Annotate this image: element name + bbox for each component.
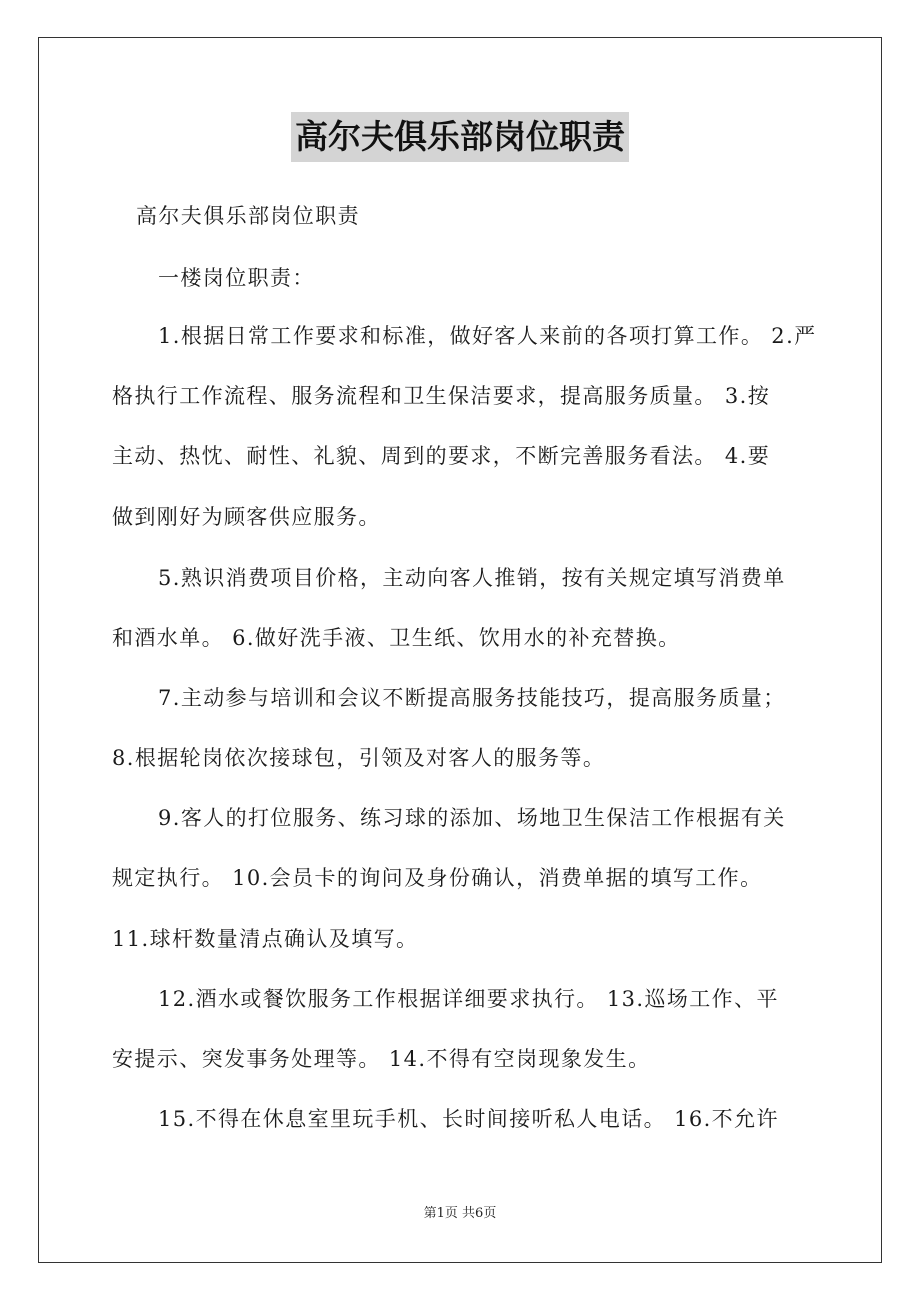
paragraph-line: 1.根据日常工作要求和标准，做好客人来前的各项打算工作。 2.严: [158, 324, 817, 348]
paragraph-line: 5.熟识消费项目价格，主动向客人推销，按有关规定填写消费单: [158, 566, 786, 590]
section-heading: 一楼岗位职责：: [158, 266, 315, 290]
paragraph-line: 规定执行。 10.会员卡的询问及身份确认，消费单据的填写工作。: [112, 866, 763, 890]
paragraph-line: 安提示、突发事务处理等。 14.不得有空岗现象发生。: [112, 1047, 651, 1071]
paragraph-line: 11.球杆数量清点确认及填写。: [112, 927, 419, 951]
paragraph-line: 格执行工作流程、服务流程和卫生保洁要求，提高服务质量。 3.按: [112, 384, 771, 408]
paragraph-line: 8.根据轮岗依次接球包，引领及对客人的服务等。: [112, 746, 606, 770]
paragraph-line: 做到刚好为顾客供应服务。: [112, 505, 381, 529]
paragraph-line: 12.酒水或餐饮服务工作根据详细要求执行。 13.巡场工作、平: [158, 987, 779, 1011]
title-container: [0, 112, 920, 162]
subtitle-line: 高尔夫俱乐部岗位职责: [136, 204, 360, 228]
paragraph-line: 7.主动参与培训和会议不断提高服务技能技巧，提高服务质量；: [158, 686, 786, 710]
page-footer: 第1页 共6页: [423, 1206, 497, 1221]
paragraph-line: 和酒水单。 6.做好洗手液、卫生纸、饮用水的补充替换。: [112, 626, 681, 650]
paragraph-line: 9.客人的打位服务、练习球的添加、场地卫生保洁工作根据有关: [158, 806, 786, 830]
document-title: 高尔夫俱乐部岗位职责: [291, 112, 629, 162]
paragraph-line: 主动、热忱、耐性、礼貌、周到的要求，不断完善服务看法。 4.要: [112, 444, 771, 468]
paragraph-line: 15.不得在休息室里玩手机、长时间接听私人电话。 16.不允许: [158, 1107, 779, 1131]
